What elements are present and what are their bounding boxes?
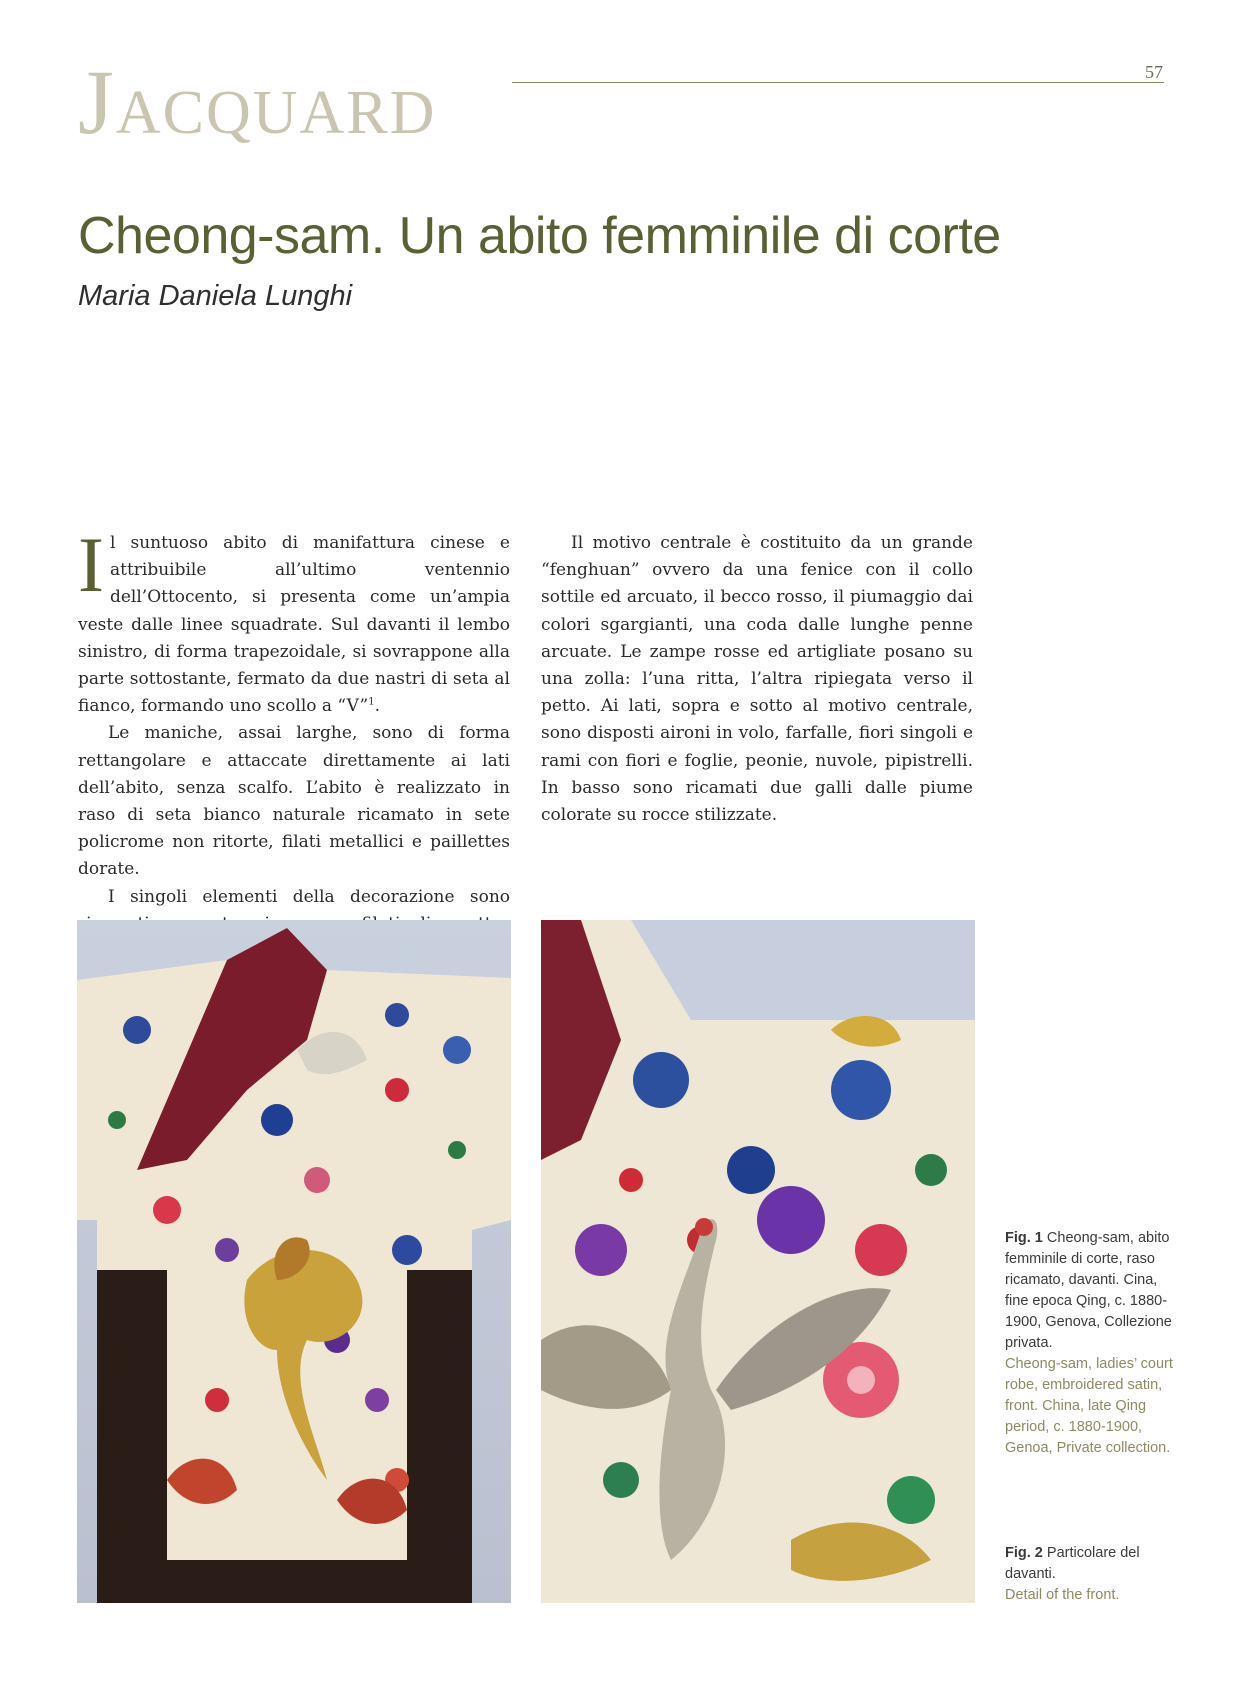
robe-detail-illustration [541,920,975,1603]
footnote-ref-1[interactable]: 1 [368,696,375,708]
paragraph-4: Il motivo centrale è costituito da un grande “fenghuan” ovvero da una fenice con il collo sottile ed arcuato, il becco rosso, il piumaggio dai colori sgargianti, una coda dalle lunghe penne arcuate. Le zampe rosse ed artigliate posano su una zolla: l’una ritta, l’altra ripiegata verso il petto. Ai lati, sopra e sotto al motivo centrale, sono disposti aironi in volo, farfalle, fiori singoli e rami con fiori e foglie, peonie, nuvole, pipistrelli. In basso sono ricamati due galli dalle piume colorate su rocce stilizzate. [541,533,973,826]
figure-1-caption-italian: Cheong-sam, abito femminile di corte, raso ricamato, davanti. Cina, fine epoca Qing, c. 1880-1900, Genova, Collezione privata. [1005,1230,1172,1351]
article-author: Maria Daniela Lunghi [78,280,353,312]
article-title: Cheong-sam. Un abito femminile di corte [78,207,1001,265]
brand-initial: J [78,51,116,153]
figure-2-label: Fig. 2 [1005,1545,1043,1561]
brand-rest: ACQUARD [115,79,437,147]
figure-2-caption-italian: Particolare del davanti. [1005,1545,1140,1582]
journal-brand [78,51,437,153]
paragraph-1 [78,521,510,720]
figure-2-caption [1005,1543,1173,1606]
figure-1-caption-english: Cheong-sam, ladies’ court robe, embroidered satin, front. China, late Qing period, c. 1880-1900, Genoa, Private collection. [1005,1356,1173,1456]
paragraph-2: Le maniche, assai larghe, sono di forma rettangolare e attaccate direttamente ai lati dell’abito, senza scalfo. L’abito è realizzato in raso di seta bianco naturale ricamato in sete policrome non ritorte, filati metallici e paillettes dorate. [78,723,510,880]
paragraph-3: I singoli elementi della decorazione sono [108,886,510,907]
figure-1-photo [77,920,511,1603]
robe-front-illustration [77,920,511,1603]
body-column-right [541,530,973,829]
paragraph-1-text: l suntuoso abito di manifattura cinese e attribuibile all’ultimo ventennio dell’Ottocento, si presenta come un’ampia veste dalle linee squadrate. Sul davanti il lembo sinistro, di forma trapezoidale, si sovrappone alla parte sottostante, fermato da due nastri di seta al fianco, formando uno scollo a “V” [78,533,510,717]
figure-1-label: Fig. 1 [1005,1230,1043,1246]
figure-2-caption-english: Detail of the front. [1005,1587,1120,1603]
figure-1-caption [1005,1228,1173,1459]
drop-cap: I [78,521,104,608]
figure-2-photo [541,920,975,1603]
page-number: 57 [1145,62,1163,82]
header-rule [512,82,1164,83]
paragraph-1-end: . [374,696,380,717]
